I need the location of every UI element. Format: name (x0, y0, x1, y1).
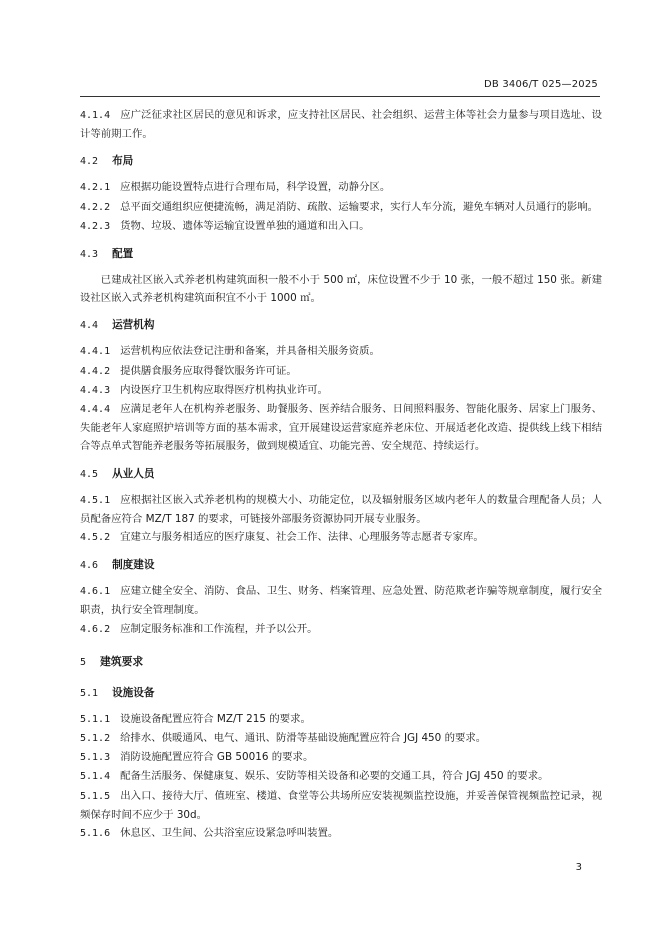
clause-text: 宜建立与服务相适应的医疗康复、社会工作、法律、心理服务等志愿者专家库。 (120, 531, 484, 544)
clause-paragraph (80, 198, 602, 217)
section-heading (80, 245, 602, 264)
section-heading (80, 556, 602, 575)
document-body (80, 106, 602, 843)
clause-number: 4.5.2 (80, 532, 111, 544)
clause-number: 4.4.4 (80, 404, 111, 416)
clause-number: 4.6 (80, 560, 99, 572)
clause-paragraph (80, 217, 602, 236)
clause-text: 休息区、卫生间、公共浴室应设紧急呼叫装置。 (120, 827, 339, 840)
clause-text: 建筑要求 (100, 654, 144, 668)
section-heading (80, 316, 602, 335)
clause-text: 运营机构 (112, 319, 155, 332)
section-heading (80, 684, 602, 703)
clause-text: 总平面交通组织应便捷流畅，满足消防、疏散、运输要求，实行人车分流，避免车辆对人员通行的影响。 (120, 200, 599, 213)
clause-text: 货物、垃圾、遗体等运输宜设置单独的通道和出入口。 (120, 219, 370, 232)
clause-number: 4.3 (80, 249, 99, 261)
clause-text: 设施设备配置应符合 MZ/T 215 的要求。 (120, 712, 311, 725)
document-id: DB 3406/T 025—2025 (484, 79, 598, 90)
clause-number: 5.1.1 (80, 713, 111, 725)
clause-text: 应根据功能设置特点进行合理布局，科学设置，动静分区。 (120, 181, 391, 194)
clause-number: 4.2.3 (80, 220, 111, 232)
page-number: 3 (575, 862, 582, 873)
clause-paragraph (80, 491, 602, 528)
clause-text: 从业人员 (112, 467, 155, 480)
clause-paragraph (80, 824, 602, 843)
clause-number: 4.1.4 (80, 110, 111, 121)
clause-number: 4.4 (80, 320, 99, 332)
clause-number: 5 (80, 656, 87, 668)
clause-number: 4.4.1 (80, 346, 111, 358)
clause-text: 应根据社区嵌入式养老机构的规模大小、功能定位，以及辐射服务区域内老年人的数量合理配备人员；人员配备应符合 MZ/T 187 的要求，可链接外部服务资源协同开展专业服务。 (80, 493, 602, 525)
clause-text: 配置 (112, 248, 134, 261)
clause-number: 5.1.3 (80, 752, 111, 764)
clause-paragraph (80, 528, 602, 547)
clause-number: 5.1.6 (80, 828, 111, 840)
clause-text: 已建成社区嵌入式养老机构建筑面积一般不小于 500 ㎡，床位设置不少于 10 张，一般不超过 150 张。新建设社区嵌入式养老机构建筑面积宜不小于 1000 ㎡。 (80, 274, 602, 305)
clause-paragraph (80, 767, 602, 786)
clause-text: 配备生活服务、保健康复、娱乐、安防等相关设备和必要的交通工具，符合 JGJ 450 的要求。 (120, 770, 549, 783)
clause-number: 4.4.2 (80, 365, 111, 377)
clause-text: 内设医疗卫生机构应取得医疗机构执业许可。 (120, 383, 328, 396)
clause-paragraph (80, 381, 602, 400)
clause-number: 4.6.1 (80, 586, 111, 598)
clause-text: 设施设备 (112, 686, 155, 699)
clause-text: 给排水、供暖通风、电气、通讯、防滑等基础设施配置应符合 JGJ 450 的要求。 (120, 732, 487, 745)
section-heading (80, 465, 602, 484)
clause-number: 4.5.1 (80, 494, 111, 506)
clause-paragraph (80, 620, 602, 639)
clause-text: 出入口、接待大厅、值班室、楼道、食堂等公共场所应安装视频监控设施，并妥善保管视频监控记录，视频保存时间不应少于 30d。 (80, 789, 602, 821)
clause-paragraph (80, 729, 602, 748)
clause-number: 4.4.3 (80, 384, 111, 396)
clause-paragraph (80, 178, 602, 197)
clause-number: 4.2.1 (80, 182, 111, 194)
clause-number: 4.5 (80, 468, 99, 480)
clause-number: 5.1.4 (80, 771, 111, 783)
clause-paragraph (80, 106, 602, 143)
chapter-heading (80, 653, 602, 672)
clause-paragraph (80, 748, 602, 767)
clause-text: 应满足老年人在机构养老服务、助餐服务、医养结合服务、日间照料服务、智能化服务、居家上门服务、失能老年人家庭照护培训等方面的基本需求，宜开展建设运营家庭养老床位、开展适老化改造、提供线上线下相结合等点单式智能养老服务等拓展服务，做到规模适宜、功能完善、安全规范、持续运行。 (80, 403, 602, 453)
clause-number: 5.1.2 (80, 733, 111, 745)
clause-number: 4.6.2 (80, 623, 111, 635)
clause-paragraph (80, 710, 602, 729)
clause-text: 制度建设 (112, 559, 155, 572)
clause-paragraph (80, 342, 602, 361)
clause-number: 4.2 (80, 156, 99, 168)
clause-paragraph (80, 787, 602, 824)
clause-paragraph (80, 582, 602, 619)
clause-paragraph (80, 400, 602, 456)
clause-text: 应建立健全安全、消防、食品、卫生、财务、档案管理、应急处置、防范欺老诈骗等规章制度，履行安全职责，执行安全管理制度。 (80, 585, 602, 617)
clause-number: 5.1 (80, 687, 99, 699)
clause-text: 应广泛征求社区居民的意见和诉求，应支持社区居民、社会组织、运营主体等社会力量参与项目选址、设计等前期工作。 (80, 109, 602, 141)
clause-paragraph (80, 271, 602, 307)
clause-text: 提供膳食服务应取得餐饮服务许可证。 (120, 364, 297, 377)
clause-text: 消防设施配置应符合 GB 50016 的要求。 (120, 751, 314, 764)
section-heading (80, 152, 602, 171)
clause-number: 5.1.5 (80, 790, 111, 802)
clause-number: 4.2.2 (80, 201, 111, 213)
clause-text: 应制定服务标准和工作流程，并予以公开。 (120, 622, 318, 635)
header-rule (80, 96, 600, 97)
clause-text: 布局 (112, 155, 134, 168)
clause-paragraph (80, 362, 602, 381)
clause-text: 运营机构应依法登记注册和备案，并具备相关服务资质。 (120, 345, 380, 358)
